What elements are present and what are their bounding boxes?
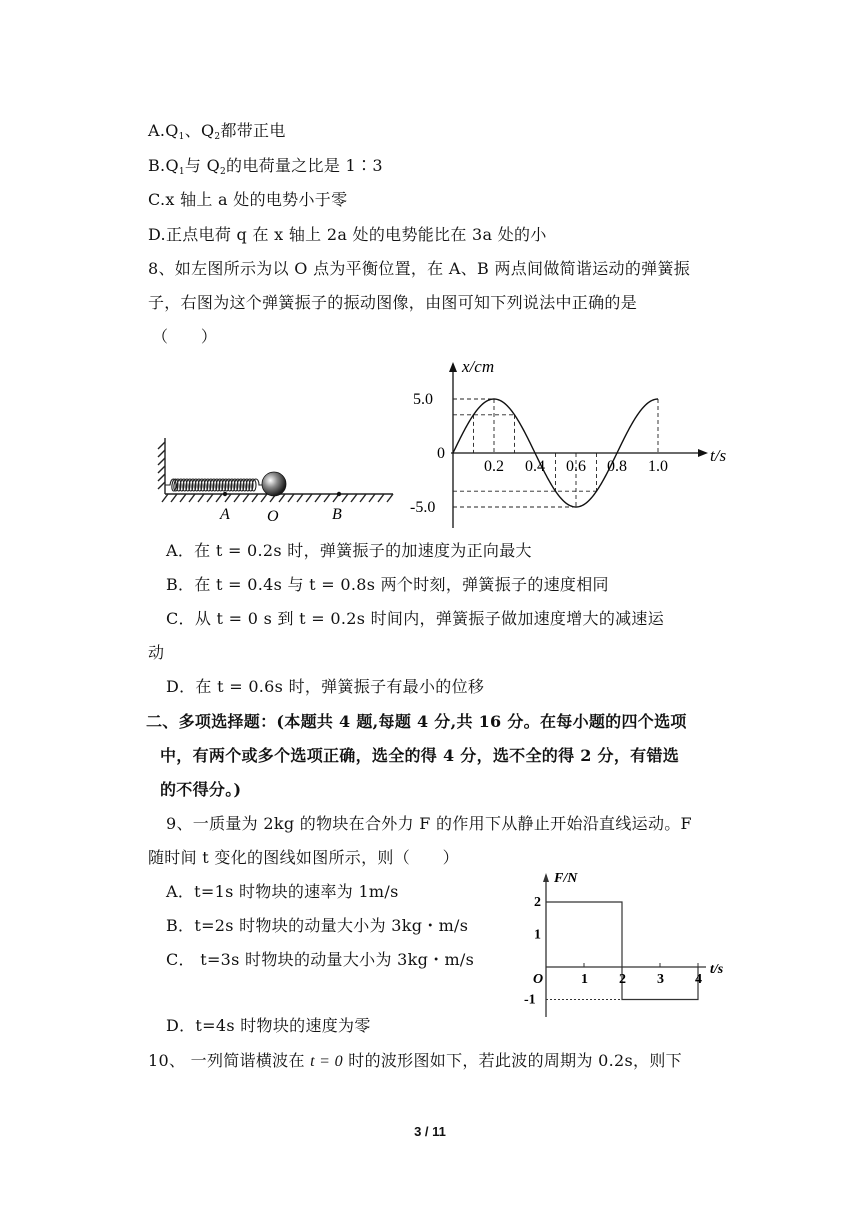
y-tick-label: 0 <box>437 445 445 462</box>
spring-oscillator-figure <box>150 432 400 524</box>
q8-option-a: A．在 t = 0.2s 时，弹簧振子的加速度为正向最大 <box>166 541 532 560</box>
x-tick-label: 3 <box>657 972 664 987</box>
q8-option-c-line1: C．从 t = 0 s 到 t = 0.2s 时间内，弹簧振子做加速度增大的减速运 <box>166 609 665 628</box>
q8-option-d: D．在 t = 0.6s 时，弹簧振子有最小的位移 <box>166 677 485 696</box>
label-b: B <box>332 506 342 523</box>
q8-stem-line1: 8、如左图所示为以 O 点为平衡位置，在 A、B 两点间做简谐运动的弹簧振 <box>148 259 691 278</box>
x-axis-arrow <box>698 449 708 457</box>
page-number: 3 / 11 <box>414 1124 446 1139</box>
q8-option-c-line2: 动 <box>148 643 165 662</box>
y-tick-label: -1 <box>524 992 536 1008</box>
x-axis-label: t/s <box>710 962 724 977</box>
q9-option-c: C． t=3s 时物块的动量大小为 3kg・m/s <box>166 950 475 969</box>
x-tick-label: 0.6 <box>566 458 586 475</box>
x-tick-label: 1 <box>581 972 588 987</box>
y-axis-arrow <box>543 873 549 882</box>
y-axis-label: F/N <box>554 871 578 886</box>
wall <box>158 438 165 494</box>
point-a-marker <box>223 492 227 496</box>
label-a: A <box>220 506 230 523</box>
x-tick-label: 1.0 <box>648 458 668 475</box>
q9-option-d: D．t=4s 时物块的速度为零 <box>166 1016 371 1035</box>
section-2-heading-line2: 中，有两个或多个选项正确，选全的得 4 分，选不全的得 2 分，有错选 <box>160 746 680 765</box>
x-tick-label: 0.8 <box>607 458 627 475</box>
x-axis-label: t/s <box>710 446 727 465</box>
y-tick-label: 1 <box>534 927 541 943</box>
q9-option-b: B．t=2s 时物块的动量大小为 3kg・m/s <box>166 916 469 935</box>
origin-label: O <box>533 972 544 987</box>
force-time-graph <box>520 865 740 1023</box>
q8-answer-blank: （ ） <box>152 327 218 346</box>
spring <box>165 479 262 491</box>
oscillator-ball <box>262 472 286 496</box>
q7-option-b: $B.Q_1$与 $Q_2$的电荷量之比是 1∶3 <box>148 156 383 177</box>
q8-option-b: B．在 t = 0.4s 与 t = 0.8s 两个时刻，弹簧振子的速度相同 <box>166 575 609 594</box>
y-tick-label: 5.0 <box>413 391 433 408</box>
point-b-marker <box>337 492 341 496</box>
q7-option-d: D.正点电荷 q 在 x 轴上 2a 处的电势能比在 3a 处的小 <box>148 225 547 244</box>
x-tick-label: 4 <box>695 972 702 987</box>
section-2-heading-line1: 二、多项选择题：(本题共 4 题,每题 4 分,共 16 分。在每小题的四个选项 <box>146 712 687 731</box>
section-2-heading-line3: 的不得分。) <box>160 780 242 799</box>
y-axis-arrow <box>449 362 457 372</box>
x-tick-label: 0.2 <box>484 458 504 475</box>
x-tick-label: 0.4 <box>525 458 545 475</box>
q9-option-a: A．t=1s 时物块的速率为 1m/s <box>166 882 399 901</box>
q7-option-a: $A.Q_1$、$Q_2$都带正电 <box>148 121 286 142</box>
q9-stem-line1: 9、一质量为 2kg 的物块在合外力 F 的作用下从静止开始沿直线运动。F <box>166 814 692 833</box>
q7-option-c: C.x 轴上 a 处的电势小于零 <box>148 190 348 209</box>
x-tick-label: 2 <box>619 972 626 987</box>
q9-stem-line2: 随时间 t 变化的图线如图所示，则（ ） <box>148 848 459 867</box>
vibration-graph <box>410 350 740 535</box>
q10-stem: 10、 一列简谐横波在 t = 0 时的波形图如下，若此波的周期为 0.2s，则下 <box>148 1051 682 1070</box>
q8-stem-line2: 子，右图为这个弹簧振子的振动图像，由图可知下列说法中正确的是 <box>148 293 638 312</box>
y-tick-label: -5.0 <box>410 499 436 516</box>
label-o: O <box>267 508 279 524</box>
y-tick-label: 2 <box>534 895 541 910</box>
y-axis-label: x/cm <box>462 357 495 376</box>
